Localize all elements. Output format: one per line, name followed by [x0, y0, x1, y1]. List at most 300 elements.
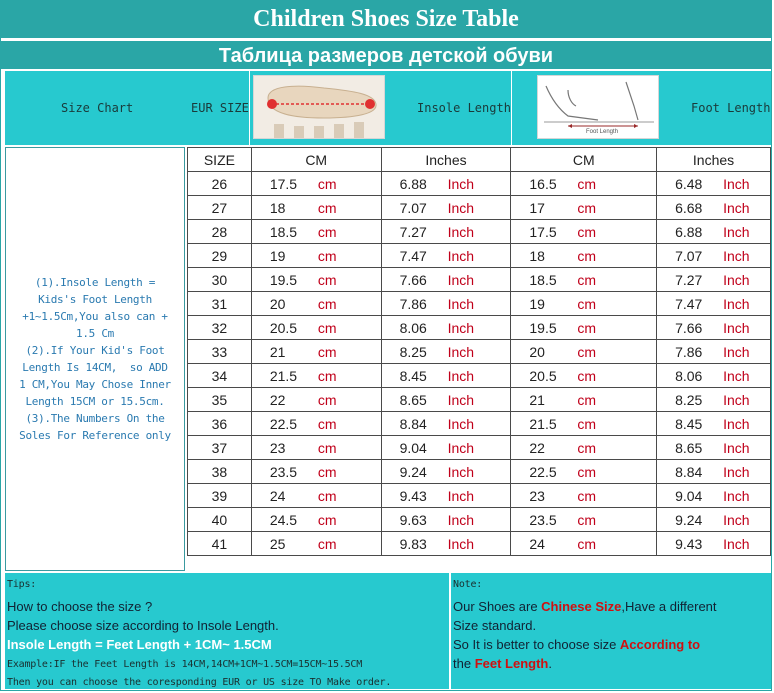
cell-foot-inches — [657, 388, 771, 412]
cell-value: 8.84 — [399, 415, 427, 432]
table-row — [188, 268, 771, 292]
cell-size: 27 — [188, 196, 252, 220]
tips-line-2: Please choose size according to Insole Length. — [7, 618, 279, 633]
cell-unit: Inch — [723, 247, 750, 264]
cell-unit: Inch — [723, 439, 750, 456]
cell-unit: cm — [317, 487, 337, 504]
cell-foot-cm-content — [529, 244, 656, 267]
cell-value: 19.5 — [529, 319, 557, 336]
table-row — [188, 244, 771, 268]
cell-value: 8.06 — [399, 319, 427, 336]
cell-insole-cm — [251, 220, 381, 244]
note-label: Note: — [453, 579, 483, 590]
cell-insole-inches-content — [400, 364, 511, 387]
cell-value: 6.88 — [675, 223, 703, 240]
cell-unit: cm — [577, 319, 597, 336]
note-line-3-a: So It is better to choose size — [453, 637, 620, 652]
cell-foot-cm-content — [529, 172, 656, 195]
size-table — [187, 147, 771, 556]
cell-unit: cm — [317, 271, 337, 288]
cell-unit: Inch — [723, 535, 750, 552]
cell-unit: Inch — [447, 367, 475, 384]
cell-insole-inches — [381, 364, 511, 388]
insole-image-icon — [254, 76, 385, 139]
cell-value: 19.5 — [269, 271, 298, 288]
cell-unit: cm — [317, 175, 337, 192]
cell-insole-cm-content — [270, 316, 381, 339]
cell-unit: cm — [317, 319, 337, 336]
cell-foot-inches — [657, 508, 771, 532]
cell-size: 32 — [188, 316, 252, 340]
cell-insole-inches — [381, 508, 511, 532]
note-line-4 — [453, 656, 552, 671]
cell-value: 8.45 — [399, 367, 427, 384]
foot-measure-illustration — [537, 75, 659, 139]
cell-foot-inches — [657, 292, 771, 316]
cell-foot-inches-content — [675, 364, 770, 387]
cell-insole-inches — [381, 436, 511, 460]
cell-unit: Inch — [723, 343, 750, 360]
cell-value: 21.5 — [529, 415, 557, 432]
cell-foot-cm — [511, 316, 657, 340]
cell-value: 9.63 — [399, 511, 427, 528]
cell-foot-cm-content — [529, 460, 656, 483]
cell-unit: cm — [317, 535, 337, 552]
cell-size: 28 — [188, 220, 252, 244]
cell-insole-cm-content — [270, 412, 381, 435]
cell-unit: cm — [317, 439, 337, 456]
foot-length-label: Foot Length — [691, 101, 771, 115]
cell-foot-inches — [657, 532, 771, 556]
cell-size: 33 — [188, 340, 252, 364]
cell-value: 9.04 — [399, 439, 427, 456]
cell-value: 22 — [269, 391, 286, 408]
cell-value: 6.48 — [675, 175, 703, 192]
cell-value: 7.86 — [399, 295, 427, 312]
cell-foot-inches-content — [675, 388, 770, 411]
cell-value: 19 — [529, 295, 545, 312]
cell-foot-cm-content — [529, 532, 656, 555]
cell-unit: cm — [317, 295, 337, 312]
cell-unit: cm — [317, 511, 337, 528]
cell-foot-inches-content — [675, 436, 770, 459]
cell-foot-cm — [511, 460, 657, 484]
cell-insole-cm-content — [270, 532, 381, 555]
cell-unit: cm — [577, 535, 597, 552]
cell-insole-cm-content — [270, 292, 381, 315]
cell-unit: cm — [317, 367, 337, 384]
cell-insole-cm-content — [270, 436, 381, 459]
cell-insole-inches — [381, 340, 511, 364]
cell-foot-inches-content — [675, 412, 770, 435]
cell-unit: Inch — [447, 175, 475, 192]
cell-unit: cm — [577, 511, 597, 528]
cell-value: 23 — [529, 487, 545, 504]
cell-unit: cm — [317, 223, 337, 240]
col-foot-inches: Inches — [657, 148, 771, 172]
table-row — [188, 316, 771, 340]
note-line-4-c: . — [548, 656, 552, 671]
cell-insole-cm-content — [270, 244, 381, 267]
cell-foot-cm — [511, 244, 657, 268]
cell-value: 6.88 — [399, 175, 427, 192]
cell-value: 22.5 — [529, 463, 557, 480]
cell-insole-inches — [381, 220, 511, 244]
cell-unit: Inch — [447, 319, 475, 336]
cell-foot-cm-content — [529, 196, 656, 219]
cell-insole-inches-content — [400, 268, 511, 291]
note-line-3 — [453, 637, 700, 652]
cell-foot-cm-content — [529, 268, 656, 291]
cell-foot-cm — [511, 196, 657, 220]
cell-insole-cm — [251, 460, 381, 484]
cell-unit: Inch — [723, 367, 750, 384]
cell-insole-cm — [251, 196, 381, 220]
cell-insole-inches-content — [400, 508, 511, 531]
cell-value: 24 — [269, 487, 286, 504]
cell-insole-inches — [381, 172, 511, 196]
cell-value: 21 — [269, 343, 286, 360]
cell-unit: Inch — [723, 415, 750, 432]
cell-value: 20 — [269, 295, 286, 312]
cell-value: 7.27 — [675, 271, 703, 288]
cell-unit: cm — [577, 391, 597, 408]
cell-foot-inches-content — [675, 508, 770, 531]
cell-size: 39 — [188, 484, 252, 508]
cell-foot-cm — [511, 220, 657, 244]
cell-foot-cm-content — [529, 388, 656, 411]
cell-insole-inches — [381, 532, 511, 556]
cell-foot-inches-content — [675, 268, 770, 291]
cell-value: 7.07 — [675, 247, 703, 264]
cell-size: 29 — [188, 244, 252, 268]
cell-value: 21.5 — [269, 367, 298, 384]
cell-value: 7.86 — [675, 343, 703, 360]
cell-value: 17 — [529, 199, 545, 216]
cell-foot-cm-content — [529, 316, 656, 339]
cell-insole-cm — [251, 388, 381, 412]
cell-foot-inches — [657, 196, 771, 220]
cell-unit: Inch — [723, 295, 750, 312]
cell-value: 7.07 — [399, 199, 427, 216]
cell-foot-cm — [511, 484, 657, 508]
cell-insole-cm-content — [270, 172, 381, 195]
cell-insole-cm — [251, 532, 381, 556]
insole-illustration — [253, 75, 385, 139]
cell-insole-inches — [381, 196, 511, 220]
cell-foot-inches — [657, 172, 771, 196]
cell-unit: Inch — [723, 463, 750, 480]
cell-value: 7.27 — [399, 223, 427, 240]
col-insole-cm: CM — [251, 148, 381, 172]
cell-foot-cm-content — [529, 364, 656, 387]
cell-value: 9.43 — [675, 535, 703, 552]
cell-insole-cm-content — [270, 268, 381, 291]
note-line-2: Size standard. — [453, 618, 537, 633]
cell-unit: cm — [577, 295, 597, 312]
cell-insole-cm — [251, 340, 381, 364]
cell-insole-inches-content — [400, 412, 511, 435]
table-row — [188, 412, 771, 436]
cell-foot-cm-content — [529, 436, 656, 459]
cell-value: 20.5 — [529, 367, 557, 384]
note-line-4-a: the — [453, 656, 475, 671]
cell-unit: cm — [317, 343, 337, 360]
cell-unit: cm — [577, 199, 597, 216]
table-row — [188, 508, 771, 532]
note-panel — [449, 573, 773, 689]
cell-unit: Inch — [447, 343, 475, 360]
cell-unit: cm — [317, 199, 337, 216]
table-row — [188, 196, 771, 220]
tips-label: Tips: — [7, 579, 37, 590]
cell-value: 24.5 — [269, 511, 298, 528]
cell-unit: Inch — [447, 439, 475, 456]
cell-value: 20 — [529, 343, 545, 360]
cell-unit: cm — [577, 463, 597, 480]
cell-foot-cm — [511, 388, 657, 412]
cell-unit: Inch — [723, 487, 750, 504]
cell-unit: cm — [577, 271, 597, 288]
cell-unit: Inch — [723, 271, 750, 288]
insole-notes-text: (1).Insole Length = Kids's Foot Length +1~1.5Cm,You also can + 1.5 Cm (2).If Your Kid's Foot Length Is 14CM, so ADD 1 CM,You May Chose Inner Length 15CM or 15.5cm. (3).The Numbers On the Soles For Reference only — [19, 276, 171, 442]
cell-insole-inches-content — [400, 244, 511, 267]
cell-unit: Inch — [723, 199, 750, 216]
cell-size: 35 — [188, 388, 252, 412]
page-title: Children Shoes Size Table — [1, 1, 771, 38]
cell-value: 8.25 — [399, 343, 427, 360]
cell-value: 17.5 — [269, 175, 298, 192]
cell-value: 9.43 — [399, 487, 427, 504]
cell-insole-inches-content — [400, 196, 511, 219]
cell-size: 31 — [188, 292, 252, 316]
cell-value: 16.5 — [529, 175, 557, 192]
table-row — [188, 460, 771, 484]
header-divider — [249, 71, 250, 145]
cell-value: 9.04 — [675, 487, 703, 504]
cell-insole-inches — [381, 244, 511, 268]
cell-foot-cm — [511, 412, 657, 436]
tips-line-1: How to choose the size ? — [7, 599, 153, 614]
note-line-1 — [453, 599, 717, 614]
cell-unit: Inch — [723, 223, 750, 240]
cell-unit: cm — [577, 367, 597, 384]
cell-foot-inches-content — [675, 172, 770, 195]
tips-panel — [5, 573, 447, 689]
cell-value: 17.5 — [529, 223, 557, 240]
cell-insole-cm — [251, 364, 381, 388]
cell-unit: cm — [577, 487, 597, 504]
cell-value: 19 — [269, 247, 286, 264]
cell-insole-cm — [251, 412, 381, 436]
cell-value: 9.83 — [399, 535, 427, 552]
cell-insole-inches-content — [400, 460, 511, 483]
cell-unit: cm — [317, 247, 337, 264]
cell-unit: Inch — [447, 463, 475, 480]
cell-insole-inches-content — [400, 340, 511, 363]
cell-size: 41 — [188, 532, 252, 556]
cell-value: 23 — [269, 439, 286, 456]
cell-foot-inches-content — [675, 196, 770, 219]
table-row — [188, 436, 771, 460]
cell-foot-inches — [657, 484, 771, 508]
cell-size: 38 — [188, 460, 252, 484]
cell-value: 8.25 — [675, 391, 703, 408]
cell-foot-cm-content — [529, 340, 656, 363]
cell-unit: Inch — [447, 511, 475, 528]
cell-foot-inches-content — [675, 340, 770, 363]
foot-length-caption: Foot Length — [586, 129, 619, 135]
cell-foot-inches-content — [675, 532, 770, 555]
eur-size-label: EUR SIZE — [191, 101, 249, 115]
cell-unit: Inch — [447, 295, 475, 312]
cell-unit: Inch — [447, 199, 475, 216]
cell-unit: Inch — [447, 415, 475, 432]
insole-length-label: Insole Length — [417, 101, 511, 115]
cell-foot-inches — [657, 436, 771, 460]
cell-foot-cm-content — [529, 412, 656, 435]
cell-value: 24 — [529, 535, 545, 552]
tips-line-5: Then you can choose the coresponding EUR or US size TO Make order. — [7, 677, 392, 688]
cell-size: 26 — [188, 172, 252, 196]
cell-value: 18 — [269, 199, 286, 216]
note-feet-length: Feet Length — [474, 656, 549, 671]
cell-insole-inches-content — [400, 484, 511, 507]
col-size: SIZE — [188, 148, 252, 172]
cell-insole-inches — [381, 460, 511, 484]
cell-value: 8.45 — [675, 415, 703, 432]
cell-value: 18.5 — [269, 223, 298, 240]
cell-value: 22.5 — [269, 415, 298, 432]
cell-insole-cm — [251, 484, 381, 508]
cell-unit: Inch — [447, 487, 475, 504]
cell-insole-cm-content — [270, 340, 381, 363]
note-line-1-a: Our Shoes are — [453, 599, 542, 614]
cell-foot-inches-content — [675, 484, 770, 507]
cell-insole-cm-content — [270, 364, 381, 387]
cell-unit: cm — [317, 391, 337, 408]
cell-insole-cm — [251, 508, 381, 532]
footer-band — [5, 573, 771, 689]
cell-value: 23.5 — [269, 463, 298, 480]
cell-foot-cm — [511, 292, 657, 316]
note-line-1-c: ,Have a different — [621, 599, 717, 614]
cell-unit: Inch — [723, 175, 750, 192]
cell-unit: cm — [317, 463, 337, 480]
cell-unit: cm — [577, 175, 597, 192]
cell-insole-inches-content — [400, 292, 511, 315]
cell-foot-inches — [657, 268, 771, 292]
header-divider — [511, 71, 512, 145]
cell-foot-inches-content — [675, 292, 770, 315]
tips-line-3: Insole Length = Feet Length + 1CM~ 1.5CM — [7, 637, 272, 652]
note-according-to: According to — [619, 637, 701, 652]
insole-notes — [5, 147, 185, 571]
cell-foot-cm — [511, 364, 657, 388]
cell-value: 8.06 — [675, 367, 703, 384]
cell-foot-inches — [657, 244, 771, 268]
cell-foot-cm-content — [529, 484, 656, 507]
cell-value: 7.47 — [675, 295, 703, 312]
cell-foot-cm — [511, 532, 657, 556]
col-foot-cm: CM — [511, 148, 657, 172]
table-row — [188, 388, 771, 412]
cell-size: 36 — [188, 412, 252, 436]
cell-value: 7.47 — [399, 247, 427, 264]
cell-unit: Inch — [723, 391, 750, 408]
cell-insole-inches — [381, 268, 511, 292]
cell-foot-cm — [511, 340, 657, 364]
table-row — [188, 172, 771, 196]
cell-value: 25 — [269, 535, 286, 552]
table-row — [188, 292, 771, 316]
cell-unit: cm — [577, 415, 597, 432]
size-chart-label: Size Chart — [61, 101, 134, 115]
cell-size: 37 — [188, 436, 252, 460]
cell-unit: cm — [577, 247, 597, 264]
cell-value: 6.68 — [675, 199, 703, 216]
table-row — [188, 220, 771, 244]
cell-insole-cm — [251, 268, 381, 292]
note-chinese-size: Chinese Size — [541, 599, 622, 614]
cell-unit: cm — [317, 415, 337, 432]
cell-foot-inches — [657, 460, 771, 484]
cell-value: 22 — [529, 439, 545, 456]
cell-value: 8.84 — [675, 463, 703, 480]
cell-size: 40 — [188, 508, 252, 532]
cell-insole-inches — [381, 292, 511, 316]
column-header-band — [5, 71, 771, 145]
cell-unit: cm — [577, 343, 597, 360]
cell-insole-cm — [251, 292, 381, 316]
cell-insole-cm — [251, 172, 381, 196]
table-row — [188, 484, 771, 508]
cell-foot-cm — [511, 268, 657, 292]
cell-insole-cm — [251, 316, 381, 340]
cell-value: 18.5 — [529, 271, 557, 288]
cell-unit: cm — [577, 223, 597, 240]
cell-foot-cm-content — [529, 508, 656, 531]
cell-unit: Inch — [447, 535, 475, 552]
cell-insole-cm — [251, 244, 381, 268]
table-row — [188, 340, 771, 364]
cell-value: 7.66 — [399, 271, 427, 288]
cell-insole-cm-content — [270, 220, 381, 243]
cell-insole-inches-content — [400, 220, 511, 243]
cell-insole-cm-content — [270, 508, 381, 531]
cell-foot-cm — [511, 172, 657, 196]
cell-insole-cm-content — [270, 460, 381, 483]
cell-value: 23.5 — [529, 511, 557, 528]
col-insole-inches: Inches — [381, 148, 511, 172]
cell-foot-inches-content — [675, 220, 770, 243]
cell-value: 20.5 — [269, 319, 298, 336]
cell-size: 34 — [188, 364, 252, 388]
cell-unit: Inch — [447, 391, 475, 408]
cell-foot-cm — [511, 508, 657, 532]
cell-value: 9.24 — [675, 511, 703, 528]
cell-unit: Inch — [447, 223, 475, 240]
cell-value: 8.65 — [399, 391, 427, 408]
cell-foot-inches-content — [675, 316, 770, 339]
cell-unit: Inch — [447, 247, 475, 264]
cell-insole-inches — [381, 388, 511, 412]
cell-insole-inches — [381, 412, 511, 436]
page-subtitle: Таблица размеров детской обуви — [1, 39, 771, 69]
cell-value: 18 — [529, 247, 545, 264]
cell-insole-inches-content — [400, 316, 511, 339]
cell-value: 9.24 — [399, 463, 427, 480]
